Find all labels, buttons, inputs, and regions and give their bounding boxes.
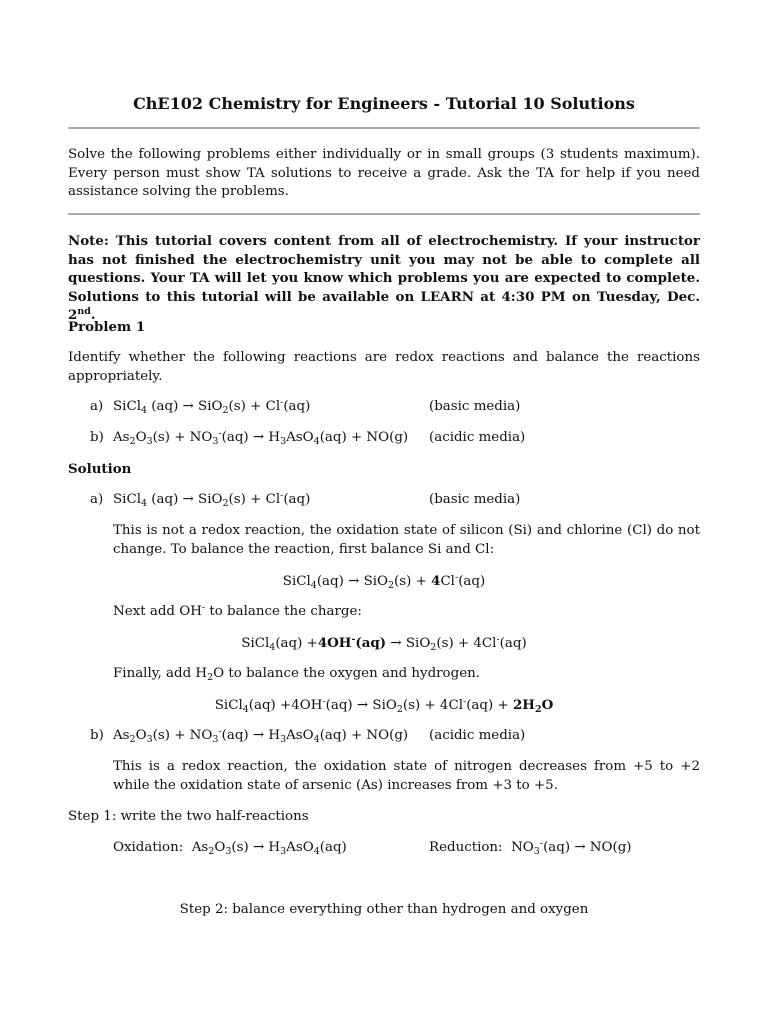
solution-a-step-oh xyxy=(113,603,700,622)
equation-balanced-final: SiCl$_4$(aq) $+4OH^-(aq) \to SiO_2(s) + 4Cl^-(aq) + 2H_2O$ xyxy=(214,696,554,715)
solution-a-explanation: This is not a redox reaction, the oxidation state of silicon (Si) and chlorine (Cl) do not change. To balance the reaction, first balance Si and Cl: xyxy=(113,523,700,557)
solution-a-step-water xyxy=(113,665,700,684)
media-condition: (acidic media) xyxy=(429,430,526,445)
item-label: a) xyxy=(90,399,104,414)
page-title: ChE102 Chemistry for Engineers - Tutorial 10 Solutions xyxy=(133,94,635,113)
note-text: Note: This tutorial covers content from all of electrochemistry. If your instructor has not finished the electrochemistry unit you may not be able to complete all questions. Your TA will let you know which problems you are expected to complete. Solutions to this tutorial will be available on LEARN at 4:30 PM on Tuesday, Dec. 2 xyxy=(68,233,700,323)
text-part: O to balance the oxygen and hydrogen. xyxy=(213,666,480,681)
text-subscript: 2 xyxy=(207,672,214,683)
reduction-half-reaction: Reduction: $NO_3^-(aq) \to NO(g)$ xyxy=(429,838,632,857)
media-condition: (basic media) xyxy=(429,399,521,414)
solution-b-explanation: This is a redox reaction, the oxidation state of nitrogen decreases from +5 to +2 while the oxidation state of arsenic (As) increases from +3 to +5. xyxy=(113,759,700,793)
text-superscript: - xyxy=(201,602,206,613)
step-2-heading: Step 2: balance everything other than hydrogen and oxygen xyxy=(179,902,589,917)
media-condition: (acidic media) xyxy=(429,728,526,743)
problem-heading: Problem 1 xyxy=(68,319,146,335)
equation-balance-charge: SiCl$_4$(aq) +4OH-(aq) → SiO$_2$(s) + 4Cl-(aq) xyxy=(241,634,527,653)
media-condition: (basic media) xyxy=(429,492,521,507)
equation-balance-si-cl: SiCl$_4$(aq) → SiO$_2$(s) + 4Cl-(aq) xyxy=(282,572,486,591)
item-label: b) xyxy=(90,728,104,743)
text-part: to balance the charge: xyxy=(205,604,362,619)
oxidation-half-reaction: Oxidation: $As_2O_3(s) \to H_3AsO_4(aq)$ xyxy=(113,840,347,857)
reaction-equation: SiCl$_4$ (aq) → SiO$_2$(s) + Cl-(aq) xyxy=(113,397,311,416)
reduction-label: Reduction: xyxy=(429,840,503,855)
reaction-equation: $As_2O_3(s) + NO_3^-(aq) \to H_3AsO_4(aq) + NO(g)$ xyxy=(113,726,409,745)
text-part: Finally, add H xyxy=(113,666,208,681)
note-superscript: nd xyxy=(77,306,91,317)
item-label: b) xyxy=(90,430,104,445)
reaction-equation: SiCl$_4$ (aq) → SiO$_2$(s) + Cl-(aq) xyxy=(113,490,311,509)
text-part: Next add OH xyxy=(113,604,202,619)
reaction-equation: $As_2O_3(s) + NO_3^-(aq) \to H_3AsO_4(aq) + NO(g)$ xyxy=(113,428,409,447)
oxidation-label: Oxidation: xyxy=(113,840,184,855)
instructions-paragraph: Solve the following problems either individually or in small groups (3 students maximum). Every person must show TA solutions to receive a grade. Ask the TA for help if you need assistance solving the problems. xyxy=(68,147,700,199)
step-1-heading: Step 1: write the two half-reactions xyxy=(68,809,309,824)
item-label: a) xyxy=(90,492,104,507)
note-end: . xyxy=(90,307,96,323)
note-paragraph xyxy=(68,232,700,325)
divider-bottom xyxy=(68,213,700,215)
problem-intro: Identify whether the following reactions are redox reactions and balance the reactions appropriately. xyxy=(68,350,700,384)
divider-top xyxy=(68,127,700,129)
solution-heading: Solution xyxy=(68,461,132,477)
